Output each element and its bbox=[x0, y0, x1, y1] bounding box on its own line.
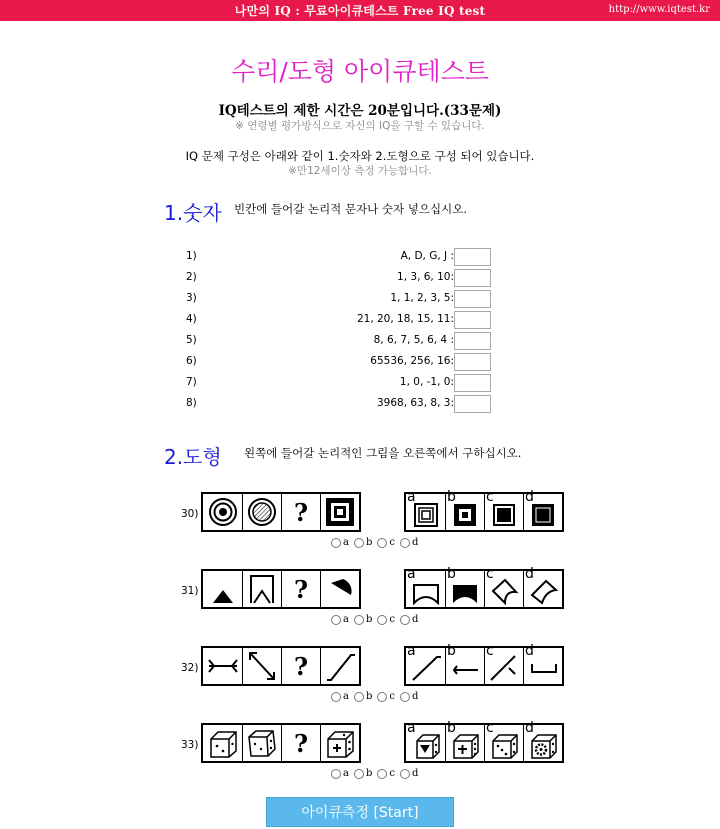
number-question-row bbox=[186, 374, 496, 392]
option-cell-c[interactable] bbox=[484, 489, 523, 530]
age-limit-note: ※만12세이상 측정 가능합니다. bbox=[288, 165, 432, 177]
radio-b[interactable] bbox=[354, 768, 372, 779]
option-cell-d[interactable] bbox=[523, 489, 562, 530]
option-cell-a[interactable] bbox=[406, 566, 445, 607]
question-sequence-figures bbox=[201, 646, 361, 686]
option-cell-d[interactable] bbox=[523, 566, 562, 607]
figure-cell bbox=[242, 725, 281, 761]
answer-options-figures bbox=[404, 489, 564, 532]
radio-label: c bbox=[389, 614, 395, 625]
question-number: 2) bbox=[186, 271, 197, 283]
section-number-desc: 빈칸에 들어갈 논리적 문자나 숫자 넣으십시오. bbox=[234, 202, 468, 216]
figure-cell bbox=[320, 725, 359, 761]
radio-circle[interactable] bbox=[354, 769, 364, 779]
radio-label: a bbox=[343, 614, 349, 625]
radio-circle[interactable] bbox=[377, 615, 387, 625]
number-question-row bbox=[186, 332, 496, 350]
radio-circle[interactable] bbox=[354, 538, 364, 548]
dice-cube-icon bbox=[206, 727, 240, 759]
composition-text: IQ 문제 구성은 아래와 같이 1.숫자와 2.도형으로 구성 되어 있습니다. bbox=[185, 149, 535, 163]
section-figure-title: 2.도형 bbox=[164, 445, 222, 469]
answer-input[interactable] bbox=[454, 290, 491, 308]
banner-title: 나만의 IQ : 무료아이큐테스트 Free IQ test bbox=[234, 4, 486, 18]
radio-a[interactable] bbox=[331, 768, 349, 779]
figure-cell bbox=[281, 494, 320, 530]
radio-circle[interactable] bbox=[400, 538, 410, 548]
filled-triangle-icon bbox=[206, 573, 240, 605]
option-letter: b bbox=[447, 720, 456, 736]
option-letter: b bbox=[447, 566, 456, 582]
question-sequence: 65536, 256, 16: bbox=[370, 355, 454, 367]
option-letter: c bbox=[486, 643, 494, 659]
option-letter: b bbox=[447, 489, 456, 505]
option-letter: a bbox=[407, 566, 416, 582]
radio-label: b bbox=[365, 691, 373, 702]
question-number: 31) bbox=[181, 585, 199, 597]
option-letter: d bbox=[525, 720, 534, 736]
number-question-row bbox=[186, 311, 496, 329]
open-triangle-square-icon bbox=[245, 573, 279, 605]
radio-circle[interactable] bbox=[377, 538, 387, 548]
question-mark: ? bbox=[293, 497, 309, 527]
question-sequence-figures bbox=[201, 492, 361, 532]
section-figure-desc: 왼쪽에 들어갈 논리적인 그림을 오른쪽에서 구하십시오. bbox=[244, 446, 522, 460]
circle-hatched-icon bbox=[245, 496, 279, 528]
option-cell-b[interactable] bbox=[445, 489, 484, 530]
diagonal-arrow-icon bbox=[245, 650, 279, 682]
answer-radio-group bbox=[331, 614, 418, 625]
question-sequence: 21, 20, 18, 15, 11: bbox=[356, 313, 454, 325]
figure-cell bbox=[203, 571, 242, 607]
question-number: 4) bbox=[186, 313, 197, 325]
question-sequence: 1, 1, 2, 3, 5: bbox=[390, 292, 454, 304]
question-number: 3) bbox=[186, 292, 197, 304]
question-mark: ? bbox=[293, 728, 309, 758]
option-cell-b[interactable] bbox=[445, 720, 484, 761]
option-cell-b[interactable] bbox=[445, 566, 484, 607]
banner-url[interactable]: http://www.iqtest.kr bbox=[608, 4, 710, 15]
radio-label: a bbox=[343, 691, 349, 702]
answer-radio-group bbox=[331, 691, 418, 702]
radio-label: b bbox=[365, 768, 373, 779]
radio-circle[interactable] bbox=[400, 615, 410, 625]
question-sequence: 1, 0, -1, 0: bbox=[399, 376, 454, 388]
option-cell-c[interactable] bbox=[484, 566, 523, 607]
radio-label: a bbox=[343, 768, 349, 779]
question-number: 8) bbox=[186, 397, 197, 409]
question-number: 32) bbox=[181, 662, 199, 674]
option-letter: d bbox=[525, 489, 534, 505]
radio-b[interactable] bbox=[354, 537, 372, 548]
answer-input[interactable] bbox=[454, 353, 491, 371]
radio-label: d bbox=[411, 691, 419, 702]
option-cell-b[interactable] bbox=[445, 643, 484, 684]
question-number: 6) bbox=[186, 355, 197, 367]
answer-input[interactable] bbox=[454, 269, 491, 287]
figure-cell bbox=[320, 494, 359, 530]
question-sequence: 1, 3, 6, 10: bbox=[397, 271, 454, 283]
question-mark: ? bbox=[293, 574, 309, 604]
radio-a[interactable] bbox=[331, 691, 349, 702]
figure-question-row bbox=[0, 720, 720, 803]
concentric-circles-dot-icon bbox=[206, 496, 240, 528]
question-number: 33) bbox=[181, 739, 199, 751]
radio-c[interactable] bbox=[377, 768, 395, 779]
radio-circle[interactable] bbox=[354, 615, 364, 625]
answer-input[interactable] bbox=[454, 374, 491, 392]
answer-input[interactable] bbox=[454, 395, 491, 413]
option-cell-a[interactable] bbox=[406, 489, 445, 530]
option-letter: d bbox=[525, 643, 534, 659]
radio-label: b bbox=[365, 537, 373, 548]
answer-radio-group bbox=[331, 537, 418, 548]
radio-d[interactable] bbox=[400, 614, 418, 625]
option-cell-d[interactable] bbox=[523, 643, 562, 684]
radio-label: a bbox=[343, 537, 349, 548]
option-cell-a[interactable] bbox=[406, 643, 445, 684]
answer-input[interactable] bbox=[454, 248, 491, 266]
radio-d[interactable] bbox=[400, 768, 418, 779]
figure-cell bbox=[203, 494, 242, 530]
double-arrow-line-icon bbox=[206, 650, 240, 682]
radio-label: d bbox=[411, 768, 419, 779]
number-question-row bbox=[186, 395, 496, 413]
question-sequence: 8, 6, 7, 5, 6, 4 : bbox=[373, 334, 454, 346]
radio-label: c bbox=[389, 691, 395, 702]
question-sequence-figures bbox=[201, 569, 361, 609]
question-sequence: 3968, 63, 8, 3: bbox=[376, 397, 454, 409]
radio-b[interactable] bbox=[354, 691, 372, 702]
option-cell-d[interactable] bbox=[523, 720, 562, 761]
radio-c[interactable] bbox=[377, 537, 395, 548]
half-circle-shape-icon bbox=[323, 573, 357, 605]
radio-label: d bbox=[411, 537, 419, 548]
option-letter: c bbox=[486, 566, 494, 582]
question-mark: ? bbox=[293, 651, 309, 681]
question-number: 5) bbox=[186, 334, 197, 346]
radio-circle[interactable] bbox=[400, 692, 410, 702]
figure-cell bbox=[281, 725, 320, 761]
radio-circle[interactable] bbox=[331, 615, 341, 625]
radio-circle[interactable] bbox=[331, 692, 341, 702]
number-question-row bbox=[186, 248, 496, 266]
question-sequence-figures bbox=[201, 723, 361, 763]
radio-circle[interactable] bbox=[377, 692, 387, 702]
figure-question-row bbox=[0, 566, 720, 649]
answer-options-figures bbox=[404, 643, 564, 686]
figure-cell bbox=[242, 648, 281, 684]
answer-input[interactable] bbox=[454, 311, 491, 329]
answer-radio-group bbox=[331, 768, 418, 779]
option-cell-c[interactable] bbox=[484, 643, 523, 684]
option-cell-c[interactable] bbox=[484, 720, 523, 761]
top-banner bbox=[0, 0, 720, 21]
option-letter: a bbox=[407, 489, 416, 505]
radio-label: c bbox=[389, 768, 395, 779]
radio-circle[interactable] bbox=[377, 769, 387, 779]
question-number: 7) bbox=[186, 376, 197, 388]
number-question-row bbox=[186, 353, 496, 371]
option-letter: b bbox=[447, 643, 456, 659]
option-letter: a bbox=[407, 643, 416, 659]
option-letter: d bbox=[525, 566, 534, 582]
figure-question-row bbox=[0, 489, 720, 572]
radio-b[interactable] bbox=[354, 614, 372, 625]
figure-cell bbox=[281, 571, 320, 607]
figure-cell bbox=[320, 648, 359, 684]
radio-label: d bbox=[411, 614, 419, 625]
figure-cell bbox=[242, 494, 281, 530]
time-limit-text: IQ테스트의 제한 시간은 20분입니다.(33문제) bbox=[218, 103, 502, 119]
radio-circle[interactable] bbox=[331, 538, 341, 548]
figure-cell bbox=[281, 648, 320, 684]
age-method-note: ※ 연령별 평가방식으로 자신의 IQ을 구할 수 있습니다. bbox=[235, 120, 485, 132]
number-question-row bbox=[186, 269, 496, 287]
radio-circle[interactable] bbox=[331, 769, 341, 779]
radio-d[interactable] bbox=[400, 691, 418, 702]
answer-options-figures bbox=[404, 720, 564, 763]
figure-question-row bbox=[0, 643, 720, 726]
radio-circle[interactable] bbox=[354, 692, 364, 702]
answer-options-figures bbox=[404, 566, 564, 609]
option-letter: c bbox=[486, 720, 494, 736]
radio-circle[interactable] bbox=[400, 769, 410, 779]
radio-d[interactable] bbox=[400, 537, 418, 548]
page-title: 수리/도형 아이큐테스트 bbox=[231, 57, 489, 86]
radio-c[interactable] bbox=[377, 614, 395, 625]
radio-label: b bbox=[365, 614, 373, 625]
option-cell-a[interactable] bbox=[406, 720, 445, 761]
figure-cell bbox=[242, 571, 281, 607]
radio-label: c bbox=[389, 537, 395, 548]
dice-cube-icon bbox=[245, 727, 279, 759]
dice-cube-plus-icon bbox=[323, 727, 357, 759]
question-sequence: A, D, G, J : bbox=[400, 250, 454, 262]
answer-input[interactable] bbox=[454, 332, 491, 350]
figure-cell bbox=[203, 725, 242, 761]
option-letter: a bbox=[407, 720, 416, 736]
question-number: 30) bbox=[181, 508, 199, 520]
nested-squares-icon bbox=[323, 496, 357, 528]
question-number: 1) bbox=[186, 250, 197, 262]
figure-cell bbox=[320, 571, 359, 607]
figure-cell bbox=[203, 648, 242, 684]
option-letter: c bbox=[486, 489, 494, 505]
start-button[interactable]: 아이큐측정 [Start] bbox=[266, 797, 454, 827]
radio-a[interactable] bbox=[331, 614, 349, 625]
radio-c[interactable] bbox=[377, 691, 395, 702]
radio-a[interactable] bbox=[331, 537, 349, 548]
number-question-row bbox=[186, 290, 496, 308]
section-number-title: 1.숫자 bbox=[164, 201, 222, 225]
diagonal-line-icon bbox=[323, 650, 357, 682]
